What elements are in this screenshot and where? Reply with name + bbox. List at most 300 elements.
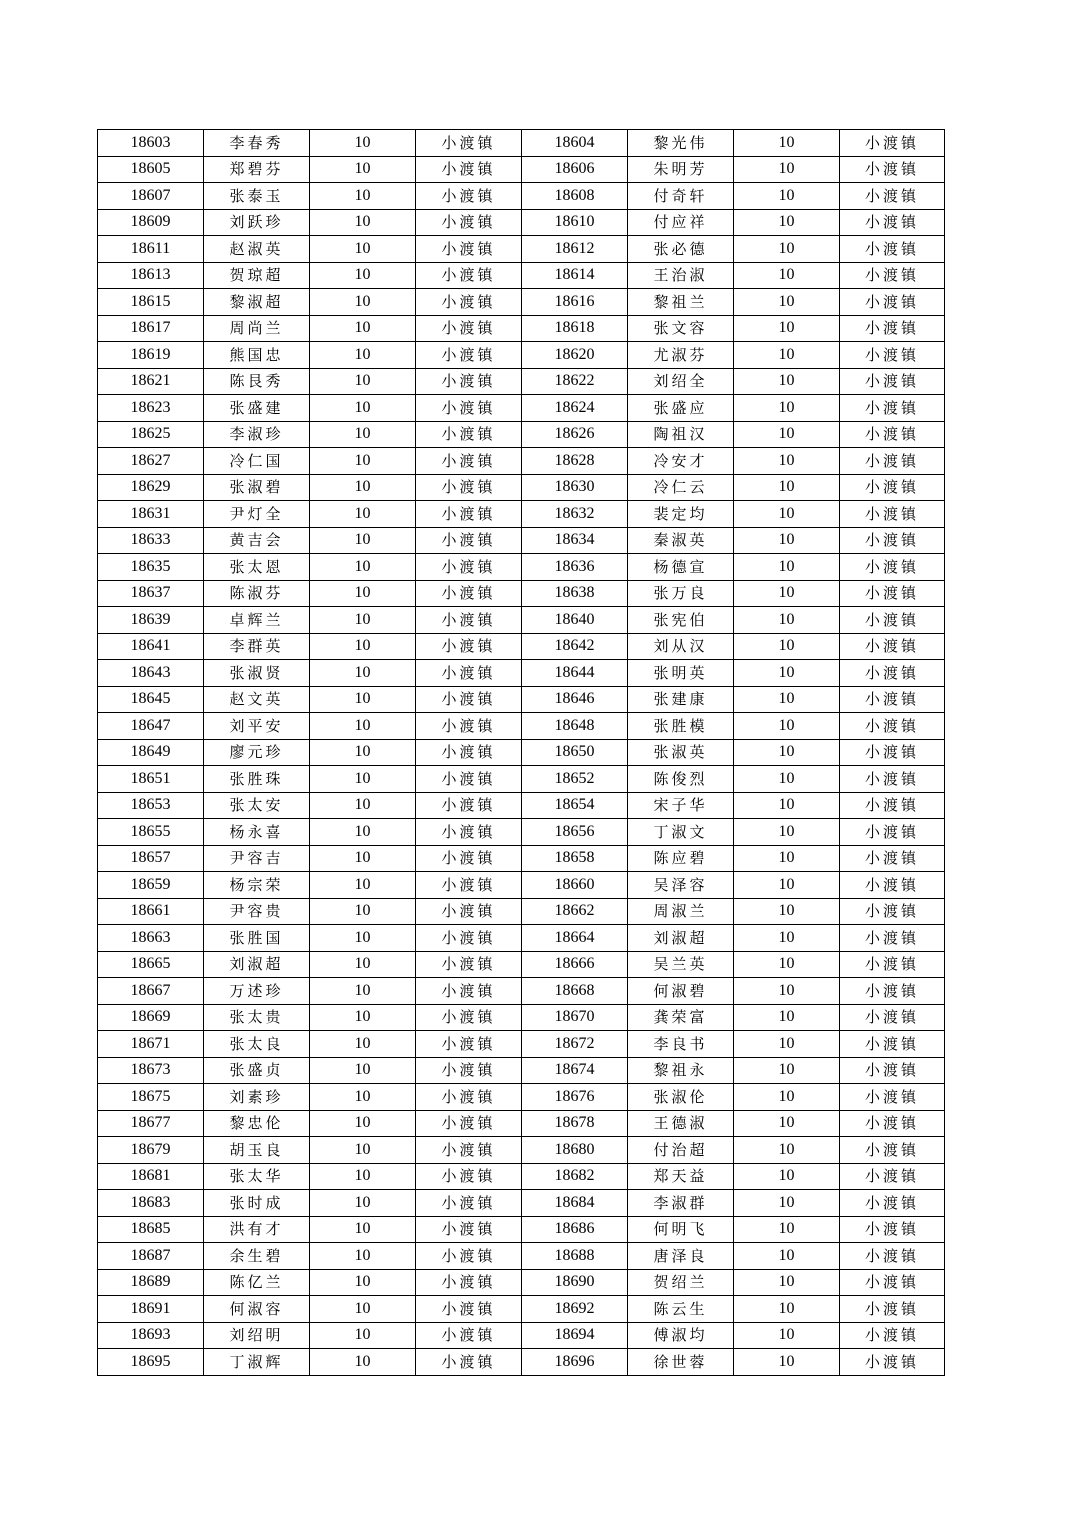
id-cell: 18677	[98, 1110, 204, 1137]
town-cell: 小渡镇	[840, 1296, 945, 1323]
id-cell: 18640	[522, 607, 628, 634]
table-row	[98, 607, 945, 634]
town-cell: 小渡镇	[840, 474, 945, 501]
count-cell: 10	[310, 1031, 416, 1058]
name-cell: 卓辉兰	[204, 607, 310, 634]
table-row	[98, 421, 945, 448]
count-cell: 10	[310, 580, 416, 607]
id-cell: 18632	[522, 501, 628, 528]
name-cell: 黎淑超	[204, 289, 310, 316]
count-cell: 10	[310, 1349, 416, 1376]
id-cell: 18611	[98, 236, 204, 263]
town-cell: 小渡镇	[416, 739, 522, 766]
name-cell: 李春秀	[204, 130, 310, 157]
name-cell: 张太恩	[204, 554, 310, 581]
town-cell: 小渡镇	[840, 1004, 945, 1031]
count-cell: 10	[734, 686, 840, 713]
table-row	[98, 819, 945, 846]
name-cell: 刘从汉	[628, 633, 734, 660]
count-cell: 10	[734, 978, 840, 1005]
town-cell: 小渡镇	[840, 368, 945, 395]
id-cell: 18657	[98, 845, 204, 872]
count-cell: 10	[734, 1243, 840, 1270]
count-cell: 10	[310, 951, 416, 978]
count-cell: 10	[310, 1084, 416, 1111]
id-cell: 18631	[98, 501, 204, 528]
name-cell: 张宪伯	[628, 607, 734, 634]
id-cell: 18603	[98, 130, 204, 157]
table-row	[98, 1137, 945, 1164]
id-cell: 18637	[98, 580, 204, 607]
id-cell: 18627	[98, 448, 204, 475]
town-cell: 小渡镇	[416, 554, 522, 581]
name-cell: 尹灯全	[204, 501, 310, 528]
count-cell: 10	[734, 925, 840, 952]
count-cell: 10	[310, 1190, 416, 1217]
count-cell: 10	[734, 1057, 840, 1084]
name-cell: 李群英	[204, 633, 310, 660]
table-row	[98, 1163, 945, 1190]
name-cell: 郑天益	[628, 1163, 734, 1190]
town-cell: 小渡镇	[416, 1349, 522, 1376]
id-cell: 18628	[522, 448, 628, 475]
town-cell: 小渡镇	[416, 766, 522, 793]
count-cell: 10	[734, 766, 840, 793]
town-cell: 小渡镇	[840, 1163, 945, 1190]
town-cell: 小渡镇	[416, 156, 522, 183]
town-cell: 小渡镇	[416, 262, 522, 289]
count-cell: 10	[310, 1269, 416, 1296]
table-row	[98, 1269, 945, 1296]
count-cell: 10	[734, 633, 840, 660]
count-cell: 10	[310, 1110, 416, 1137]
id-cell: 18630	[522, 474, 628, 501]
town-cell: 小渡镇	[416, 1190, 522, 1217]
count-cell: 10	[310, 368, 416, 395]
id-cell: 18617	[98, 315, 204, 342]
name-cell: 张明英	[628, 660, 734, 687]
id-cell: 18652	[522, 766, 628, 793]
count-cell: 10	[734, 183, 840, 210]
id-cell: 18618	[522, 315, 628, 342]
name-cell: 何淑容	[204, 1296, 310, 1323]
count-cell: 10	[734, 1269, 840, 1296]
id-cell: 18654	[522, 792, 628, 819]
name-cell: 张太贵	[204, 1004, 310, 1031]
name-cell: 张太安	[204, 792, 310, 819]
town-cell: 小渡镇	[840, 1216, 945, 1243]
name-cell: 李良书	[628, 1031, 734, 1058]
name-cell: 周淑兰	[628, 898, 734, 925]
count-cell: 10	[734, 845, 840, 872]
town-cell: 小渡镇	[416, 395, 522, 422]
count-cell: 10	[310, 766, 416, 793]
town-cell: 小渡镇	[840, 183, 945, 210]
count-cell: 10	[734, 951, 840, 978]
id-cell: 18659	[98, 872, 204, 899]
name-cell: 王德淑	[628, 1110, 734, 1137]
id-cell: 18660	[522, 872, 628, 899]
id-cell: 18635	[98, 554, 204, 581]
town-cell: 小渡镇	[840, 262, 945, 289]
count-cell: 10	[734, 156, 840, 183]
town-cell: 小渡镇	[416, 845, 522, 872]
town-cell: 小渡镇	[416, 130, 522, 157]
name-cell: 陈淑芬	[204, 580, 310, 607]
id-cell: 18663	[98, 925, 204, 952]
name-cell: 付治超	[628, 1137, 734, 1164]
town-cell: 小渡镇	[840, 554, 945, 581]
count-cell: 10	[734, 1163, 840, 1190]
table-row	[98, 845, 945, 872]
name-cell: 张必德	[628, 236, 734, 263]
town-cell: 小渡镇	[840, 1110, 945, 1137]
town-cell: 小渡镇	[416, 872, 522, 899]
table-row	[98, 1322, 945, 1349]
name-cell: 陈艮秀	[204, 368, 310, 395]
town-cell: 小渡镇	[416, 1163, 522, 1190]
name-cell: 宋子华	[628, 792, 734, 819]
town-cell: 小渡镇	[840, 925, 945, 952]
name-cell: 吴兰英	[628, 951, 734, 978]
table-row	[98, 315, 945, 342]
count-cell: 10	[734, 1216, 840, 1243]
name-cell: 张胜珠	[204, 766, 310, 793]
id-cell: 18633	[98, 527, 204, 554]
town-cell: 小渡镇	[416, 686, 522, 713]
id-cell: 18646	[522, 686, 628, 713]
count-cell: 10	[310, 448, 416, 475]
count-cell: 10	[310, 1137, 416, 1164]
town-cell: 小渡镇	[840, 1084, 945, 1111]
town-cell: 小渡镇	[840, 236, 945, 263]
count-cell: 10	[310, 1296, 416, 1323]
table-row	[98, 1190, 945, 1217]
id-cell: 18616	[522, 289, 628, 316]
id-cell: 18685	[98, 1216, 204, 1243]
count-cell: 10	[734, 872, 840, 899]
id-cell: 18669	[98, 1004, 204, 1031]
name-cell: 丁淑文	[628, 819, 734, 846]
town-cell: 小渡镇	[840, 1031, 945, 1058]
name-cell: 张淑碧	[204, 474, 310, 501]
name-cell: 刘绍全	[628, 368, 734, 395]
name-cell: 刘淑超	[204, 951, 310, 978]
id-cell: 18692	[522, 1296, 628, 1323]
count-cell: 10	[310, 156, 416, 183]
id-cell: 18694	[522, 1322, 628, 1349]
name-cell: 张盛应	[628, 395, 734, 422]
table-row	[98, 474, 945, 501]
id-cell: 18624	[522, 395, 628, 422]
name-cell: 张盛建	[204, 395, 310, 422]
town-cell: 小渡镇	[416, 925, 522, 952]
id-cell: 18674	[522, 1057, 628, 1084]
name-cell: 黄吉会	[204, 527, 310, 554]
name-cell: 唐泽良	[628, 1243, 734, 1270]
id-cell: 18649	[98, 739, 204, 766]
table-row	[98, 1031, 945, 1058]
count-cell: 10	[310, 845, 416, 872]
id-cell: 18643	[98, 660, 204, 687]
id-cell: 18695	[98, 1349, 204, 1376]
table-row	[98, 633, 945, 660]
id-cell: 18689	[98, 1269, 204, 1296]
id-cell: 18614	[522, 262, 628, 289]
town-cell: 小渡镇	[840, 421, 945, 448]
name-cell: 黎光伟	[628, 130, 734, 157]
town-cell: 小渡镇	[416, 1269, 522, 1296]
town-cell: 小渡镇	[416, 1004, 522, 1031]
count-cell: 10	[310, 262, 416, 289]
id-cell: 18651	[98, 766, 204, 793]
count-cell: 10	[734, 739, 840, 766]
count-cell: 10	[734, 1004, 840, 1031]
id-cell: 18673	[98, 1057, 204, 1084]
town-cell: 小渡镇	[840, 1137, 945, 1164]
count-cell: 10	[734, 1084, 840, 1111]
town-cell: 小渡镇	[416, 368, 522, 395]
town-cell: 小渡镇	[416, 342, 522, 369]
name-cell: 洪有才	[204, 1216, 310, 1243]
count-cell: 10	[734, 1031, 840, 1058]
count-cell: 10	[734, 1296, 840, 1323]
id-cell: 18623	[98, 395, 204, 422]
id-cell: 18682	[522, 1163, 628, 1190]
count-cell: 10	[734, 236, 840, 263]
id-cell: 18621	[98, 368, 204, 395]
town-cell: 小渡镇	[416, 660, 522, 687]
count-cell: 10	[734, 898, 840, 925]
name-cell: 张建康	[628, 686, 734, 713]
id-cell: 18613	[98, 262, 204, 289]
count-cell: 10	[734, 1137, 840, 1164]
id-cell: 18683	[98, 1190, 204, 1217]
id-cell: 18647	[98, 713, 204, 740]
town-cell: 小渡镇	[840, 660, 945, 687]
town-cell: 小渡镇	[840, 607, 945, 634]
town-cell: 小渡镇	[416, 1322, 522, 1349]
id-cell: 18668	[522, 978, 628, 1005]
id-cell: 18650	[522, 739, 628, 766]
count-cell: 10	[734, 209, 840, 236]
town-cell: 小渡镇	[416, 792, 522, 819]
name-cell: 陈应碧	[628, 845, 734, 872]
table-row	[98, 342, 945, 369]
id-cell: 18622	[522, 368, 628, 395]
name-cell: 杨永喜	[204, 819, 310, 846]
town-cell: 小渡镇	[840, 872, 945, 899]
town-cell: 小渡镇	[840, 845, 945, 872]
town-cell: 小渡镇	[416, 315, 522, 342]
town-cell: 小渡镇	[416, 1031, 522, 1058]
count-cell: 10	[310, 342, 416, 369]
town-cell: 小渡镇	[840, 713, 945, 740]
id-cell: 18626	[522, 421, 628, 448]
count-cell: 10	[310, 474, 416, 501]
count-cell: 10	[310, 1243, 416, 1270]
name-cell: 赵淑英	[204, 236, 310, 263]
count-cell: 10	[310, 872, 416, 899]
table-row	[98, 792, 945, 819]
name-cell: 刘淑超	[628, 925, 734, 952]
town-cell: 小渡镇	[416, 183, 522, 210]
name-cell: 尹容吉	[204, 845, 310, 872]
table-row	[98, 951, 945, 978]
name-cell: 冷仁云	[628, 474, 734, 501]
name-cell: 李淑群	[628, 1190, 734, 1217]
name-cell: 张盛贞	[204, 1057, 310, 1084]
count-cell: 10	[734, 1110, 840, 1137]
table-row	[98, 1243, 945, 1270]
count-cell: 10	[310, 130, 416, 157]
roster-table	[97, 129, 945, 1376]
id-cell: 18687	[98, 1243, 204, 1270]
table-row	[98, 1004, 945, 1031]
name-cell: 尹容贵	[204, 898, 310, 925]
count-cell: 10	[734, 130, 840, 157]
id-cell: 18648	[522, 713, 628, 740]
table-row	[98, 501, 945, 528]
town-cell: 小渡镇	[416, 1243, 522, 1270]
town-cell: 小渡镇	[416, 289, 522, 316]
table-row	[98, 1057, 945, 1084]
town-cell: 小渡镇	[416, 713, 522, 740]
id-cell: 18653	[98, 792, 204, 819]
count-cell: 10	[310, 183, 416, 210]
table-row	[98, 395, 945, 422]
name-cell: 张太良	[204, 1031, 310, 1058]
name-cell: 王治淑	[628, 262, 734, 289]
count-cell: 10	[310, 554, 416, 581]
name-cell: 张太华	[204, 1163, 310, 1190]
id-cell: 18688	[522, 1243, 628, 1270]
name-cell: 贺琼超	[204, 262, 310, 289]
table-row	[98, 448, 945, 475]
town-cell: 小渡镇	[840, 395, 945, 422]
table-row	[98, 1216, 945, 1243]
count-cell: 10	[734, 289, 840, 316]
table-row	[98, 1349, 945, 1376]
count-cell: 10	[734, 819, 840, 846]
count-cell: 10	[734, 342, 840, 369]
count-cell: 10	[310, 660, 416, 687]
town-cell: 小渡镇	[840, 1349, 945, 1376]
town-cell: 小渡镇	[416, 898, 522, 925]
count-cell: 10	[310, 395, 416, 422]
name-cell: 刘素珍	[204, 1084, 310, 1111]
name-cell: 张淑贤	[204, 660, 310, 687]
name-cell: 陈云生	[628, 1296, 734, 1323]
id-cell: 18642	[522, 633, 628, 660]
id-cell: 18644	[522, 660, 628, 687]
name-cell: 裴定均	[628, 501, 734, 528]
town-cell: 小渡镇	[840, 766, 945, 793]
town-cell: 小渡镇	[840, 527, 945, 554]
count-cell: 10	[310, 607, 416, 634]
id-cell: 18606	[522, 156, 628, 183]
table-row	[98, 236, 945, 263]
table-row	[98, 739, 945, 766]
count-cell: 10	[734, 580, 840, 607]
town-cell: 小渡镇	[840, 792, 945, 819]
id-cell: 18670	[522, 1004, 628, 1031]
table-row	[98, 527, 945, 554]
town-cell: 小渡镇	[840, 1190, 945, 1217]
id-cell: 18671	[98, 1031, 204, 1058]
name-cell: 冷仁国	[204, 448, 310, 475]
id-cell: 18691	[98, 1296, 204, 1323]
id-cell: 18681	[98, 1163, 204, 1190]
count-cell: 10	[310, 978, 416, 1005]
id-cell: 18693	[98, 1322, 204, 1349]
town-cell: 小渡镇	[840, 1322, 945, 1349]
count-cell: 10	[734, 660, 840, 687]
name-cell: 陈亿兰	[204, 1269, 310, 1296]
town-cell: 小渡镇	[416, 236, 522, 263]
count-cell: 10	[310, 1004, 416, 1031]
name-cell: 胡玉良	[204, 1137, 310, 1164]
id-cell: 18680	[522, 1137, 628, 1164]
count-cell: 10	[734, 448, 840, 475]
town-cell: 小渡镇	[416, 951, 522, 978]
count-cell: 10	[310, 633, 416, 660]
count-cell: 10	[310, 421, 416, 448]
id-cell: 18655	[98, 819, 204, 846]
name-cell: 张泰玉	[204, 183, 310, 210]
count-cell: 10	[310, 739, 416, 766]
count-cell: 10	[310, 1163, 416, 1190]
table-row	[98, 686, 945, 713]
town-cell: 小渡镇	[840, 633, 945, 660]
count-cell: 10	[310, 501, 416, 528]
count-cell: 10	[734, 474, 840, 501]
count-cell: 10	[734, 395, 840, 422]
name-cell: 黎忠伦	[204, 1110, 310, 1137]
name-cell: 杨宗荣	[204, 872, 310, 899]
town-cell: 小渡镇	[416, 1137, 522, 1164]
table-row	[98, 766, 945, 793]
name-cell: 付奇轩	[628, 183, 734, 210]
id-cell: 18608	[522, 183, 628, 210]
id-cell: 18645	[98, 686, 204, 713]
id-cell: 18658	[522, 845, 628, 872]
name-cell: 何淑碧	[628, 978, 734, 1005]
id-cell: 18615	[98, 289, 204, 316]
name-cell: 周尚兰	[204, 315, 310, 342]
table-row	[98, 289, 945, 316]
name-cell: 赵文英	[204, 686, 310, 713]
town-cell: 小渡镇	[840, 209, 945, 236]
town-cell: 小渡镇	[416, 1216, 522, 1243]
count-cell: 10	[310, 209, 416, 236]
id-cell: 18609	[98, 209, 204, 236]
town-cell: 小渡镇	[416, 421, 522, 448]
name-cell: 冷安才	[628, 448, 734, 475]
id-cell: 18607	[98, 183, 204, 210]
name-cell: 熊国忠	[204, 342, 310, 369]
town-cell: 小渡镇	[416, 1296, 522, 1323]
table-row	[98, 130, 945, 157]
count-cell: 10	[310, 792, 416, 819]
town-cell: 小渡镇	[416, 527, 522, 554]
id-cell: 18625	[98, 421, 204, 448]
name-cell: 傅淑均	[628, 1322, 734, 1349]
town-cell: 小渡镇	[840, 156, 945, 183]
town-cell: 小渡镇	[416, 209, 522, 236]
id-cell: 18667	[98, 978, 204, 1005]
id-cell: 18629	[98, 474, 204, 501]
